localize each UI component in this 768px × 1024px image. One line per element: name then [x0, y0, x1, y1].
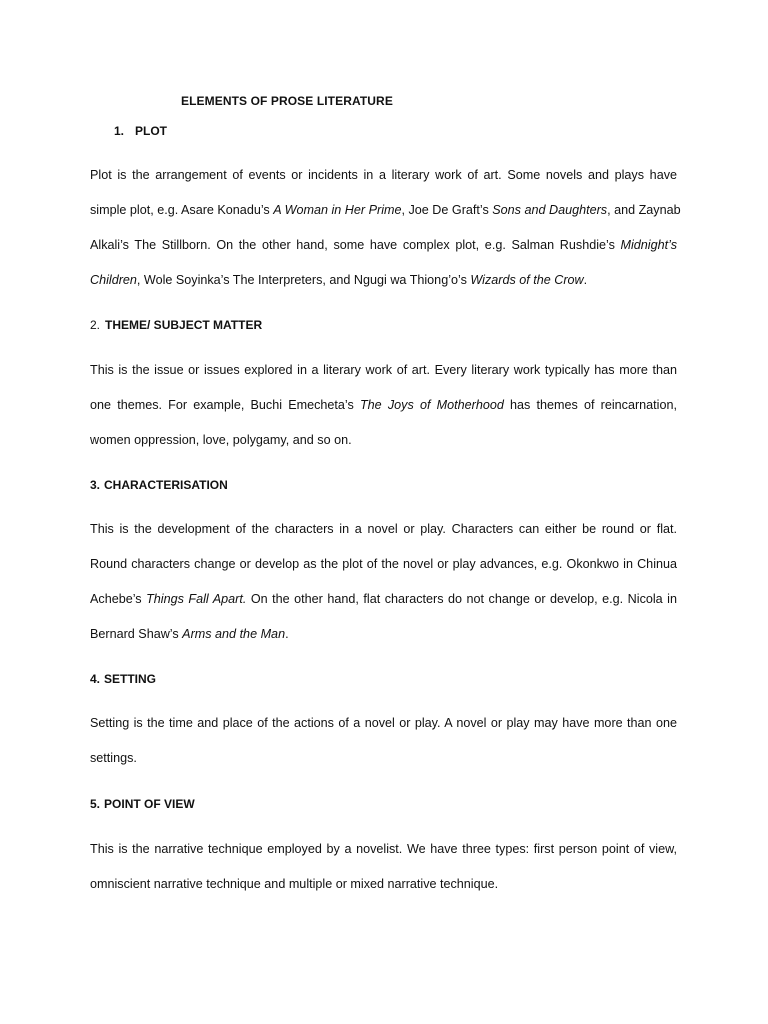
- paragraph-setting: [90, 706, 677, 776]
- section-number: 1.: [114, 124, 125, 138]
- section-heading-theme: [90, 318, 262, 332]
- section-heading-plot: [114, 124, 167, 138]
- section-title: POINT OF VIEW: [104, 797, 195, 811]
- section-title: CHARACTERISATION: [104, 478, 228, 492]
- document-title: ELEMENTS OF PROSE LITERATURE: [181, 94, 393, 108]
- paragraph-line: Achebe’s Things Fall Apart. On the other hand, flat characters do not change or develop, e.g. Nicola in: [90, 592, 677, 606]
- paragraph-plot: [90, 158, 681, 298]
- paragraph-line: women oppression, love, polygamy, and so on.: [90, 433, 352, 447]
- section-number: 3.: [90, 478, 101, 492]
- paragraph-line: This is the narrative technique employed by a novelist. We have three types: first person point of view,: [90, 842, 677, 856]
- paragraph-line: Bernard Shaw’s Arms and the Man.: [90, 627, 289, 641]
- paragraph-line: Round characters change or develop as the plot of the novel or play advances, e.g. Okonkwo in Chinua: [90, 557, 677, 571]
- section-number: 4.: [90, 672, 101, 686]
- paragraph-line: Alkali’s The Stillborn. On the other hand, some have complex plot, e.g. Salman Rushdie’s Midnight’s: [90, 238, 677, 252]
- section-heading-point-of-view: [90, 797, 195, 811]
- paragraph-line: This is the issue or issues explored in a literary work of art. Every literary work typically has more than: [90, 363, 677, 377]
- paragraph-characterisation: [90, 512, 677, 652]
- section-number: 5.: [90, 797, 101, 811]
- paragraph-theme: [90, 353, 677, 458]
- paragraph-line: omniscient narrative technique and multiple or mixed narrative technique.: [90, 877, 499, 891]
- paragraph-line: settings.: [90, 751, 137, 765]
- paragraph-line: Children, Wole Soyinka’s The Interpreters, and Ngugi wa Thiong’o’s Wizards of the Crow.: [90, 273, 588, 287]
- section-number: 2.: [90, 318, 101, 332]
- section-title: SETTING: [104, 672, 157, 686]
- paragraph-point-of-view: [90, 832, 677, 902]
- section-heading-characterisation: [90, 478, 228, 492]
- paragraph-line: simple plot, e.g. Asare Konadu’s A Woman in Her Prime, Joe De Graft’s Sons and Daughters, and Zaynab: [90, 203, 681, 217]
- paragraph-line: one themes. For example, Buchi Emecheta’s The Joys of Motherhood has themes of reincarnation,: [90, 398, 677, 412]
- paragraph-line: Plot is the arrangement of events or incidents in a literary work of art. Some novels and plays have: [90, 168, 677, 182]
- section-title: THEME/ SUBJECT MATTER: [105, 318, 263, 332]
- paragraph-line: This is the development of the characters in a novel or play. Characters can either be round or flat.: [90, 522, 677, 536]
- section-heading-setting: [90, 672, 156, 686]
- section-title: PLOT: [135, 124, 168, 138]
- paragraph-line: Setting is the time and place of the actions of a novel or play. A novel or play may have more than one: [90, 716, 677, 730]
